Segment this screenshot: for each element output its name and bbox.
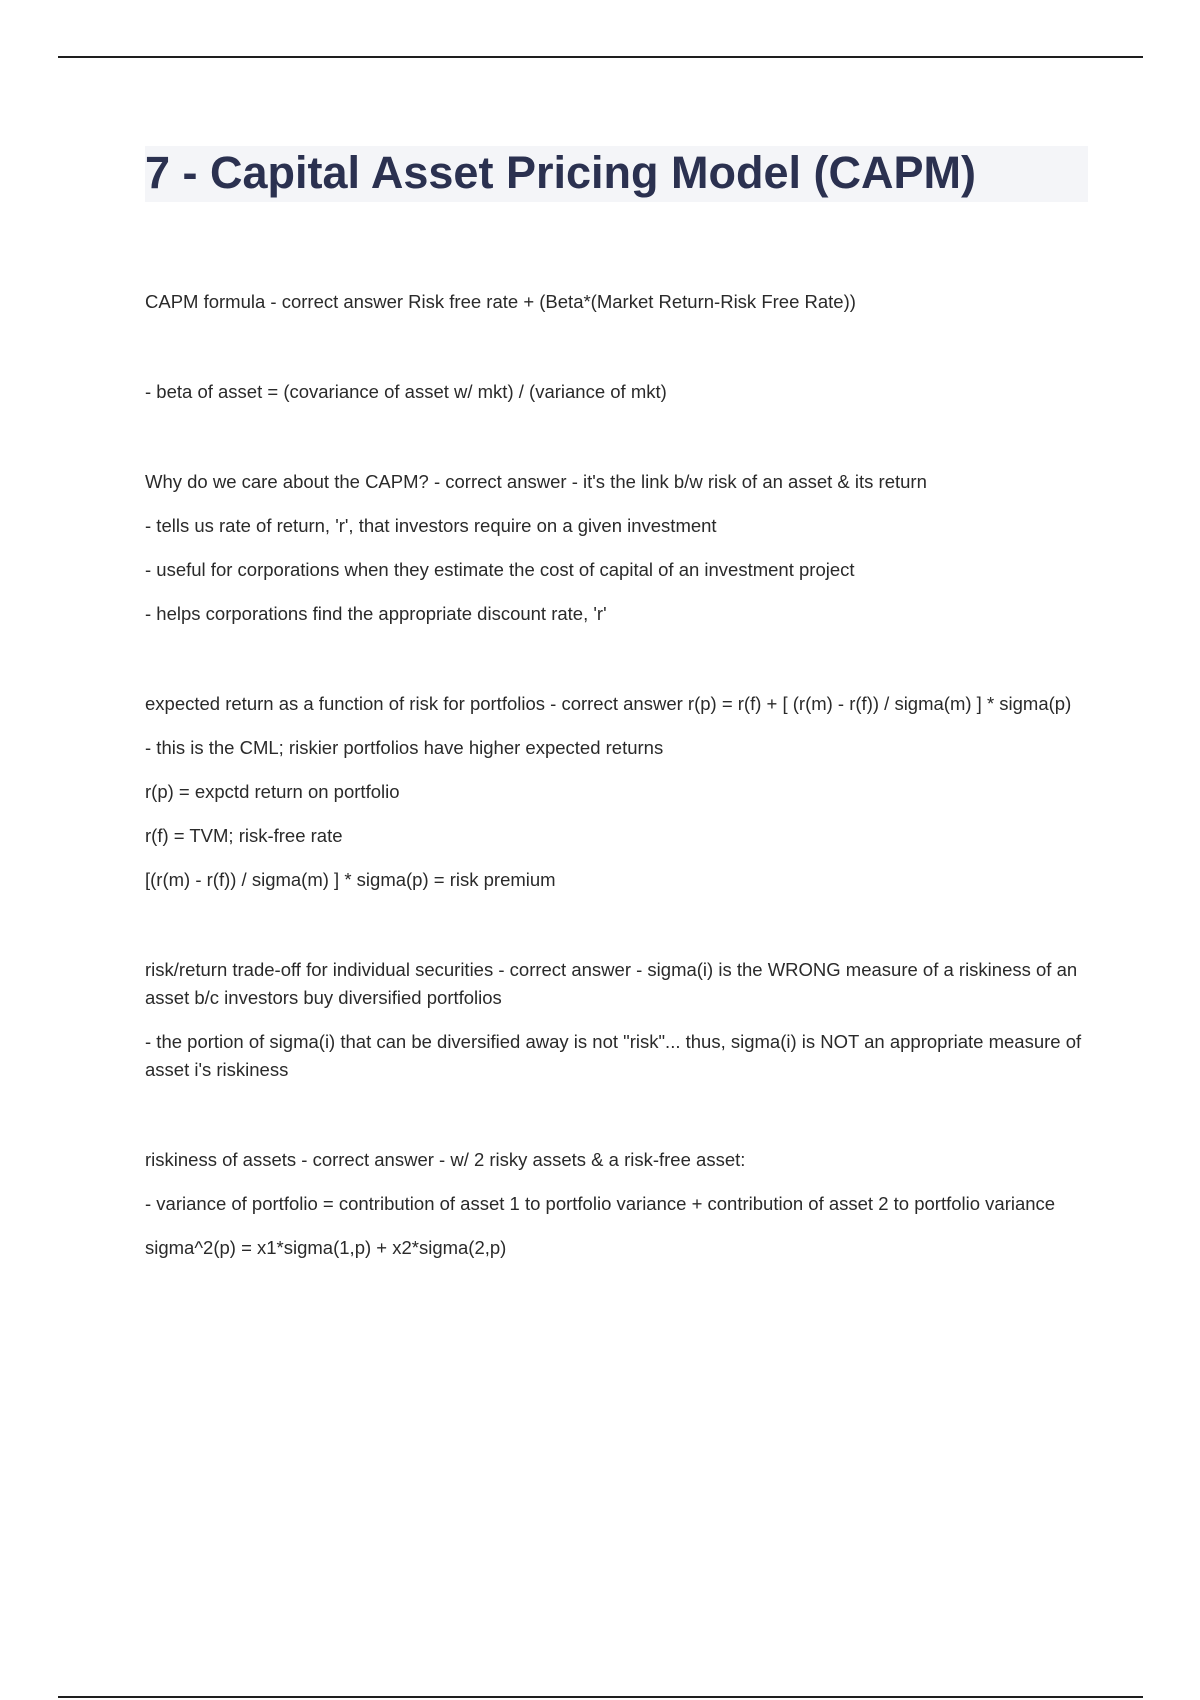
paragraph-beta-definition: - beta of asset = (covariance of asset w/ mkt) / (variance of mkt) xyxy=(145,381,667,402)
paragraph-portfolio-variance: - variance of portfolio = contribution of asset 1 to portfolio variance + contribution of asset 2 to portfolio variance xyxy=(145,1193,1056,1214)
paragraph-risk-return-tradeoff: risk/return trade-off for individual securities - correct answer - sigma(i) is the WRONG measure of a riskiness of an asset b/c investors buy diversified portfolios xyxy=(145,959,1078,1008)
paragraph-risk-premium: [(r(m) - r(f)) / sigma(m) ] * sigma(p) = risk premium xyxy=(145,869,556,890)
bottom-divider xyxy=(58,1696,1143,1698)
paragraph-expected-return: expected return as a function of risk for portfolios - correct answer r(p) = r(f) + [ (r(m) - r(f)) / sigma(m) ] * sigma(p) xyxy=(145,693,1072,714)
paragraph-cost-of-capital: - useful for corporations when they estimate the cost of capital of an investment project xyxy=(145,559,855,580)
paragraph-why-capm: Why do we care about the CAPM? - correct answer - it's the link b/w risk of an asset & its return xyxy=(145,471,927,492)
top-divider xyxy=(58,56,1143,58)
paragraph-cml: - this is the CML; riskier portfolios have higher expected returns xyxy=(145,737,664,758)
paragraph-capm-formula: CAPM formula - correct answer Risk free rate + (Beta*(Market Return-Risk Free Rate)) xyxy=(145,291,856,312)
paragraph-discount-rate: - helps corporations find the appropriate discount rate, 'r' xyxy=(145,603,607,624)
paragraph-sigma-formula: sigma^2(p) = x1*sigma(1,p) + x2*sigma(2,p) xyxy=(145,1237,507,1258)
document-body xyxy=(145,288,1090,1262)
page-title: 7 - Capital Asset Pricing Model (CAPM) xyxy=(145,147,976,198)
paragraph-rp-definition: r(p) = expctd return on portfolio xyxy=(145,781,400,802)
paragraph-diversified-away: - the portion of sigma(i) that can be diversified away is not "risk"... thus, sigma(i) is NOT an appropriate measure of asset i's riskiness xyxy=(145,1031,1082,1080)
paragraph-rate-of-return: - tells us rate of return, 'r', that investors require on a given investment xyxy=(145,515,717,536)
paragraph-rf-definition: r(f) = TVM; risk-free rate xyxy=(145,825,343,846)
paragraph-riskiness-of-assets: riskiness of assets - correct answer - w/ 2 risky assets & a risk-free asset: xyxy=(145,1149,746,1170)
